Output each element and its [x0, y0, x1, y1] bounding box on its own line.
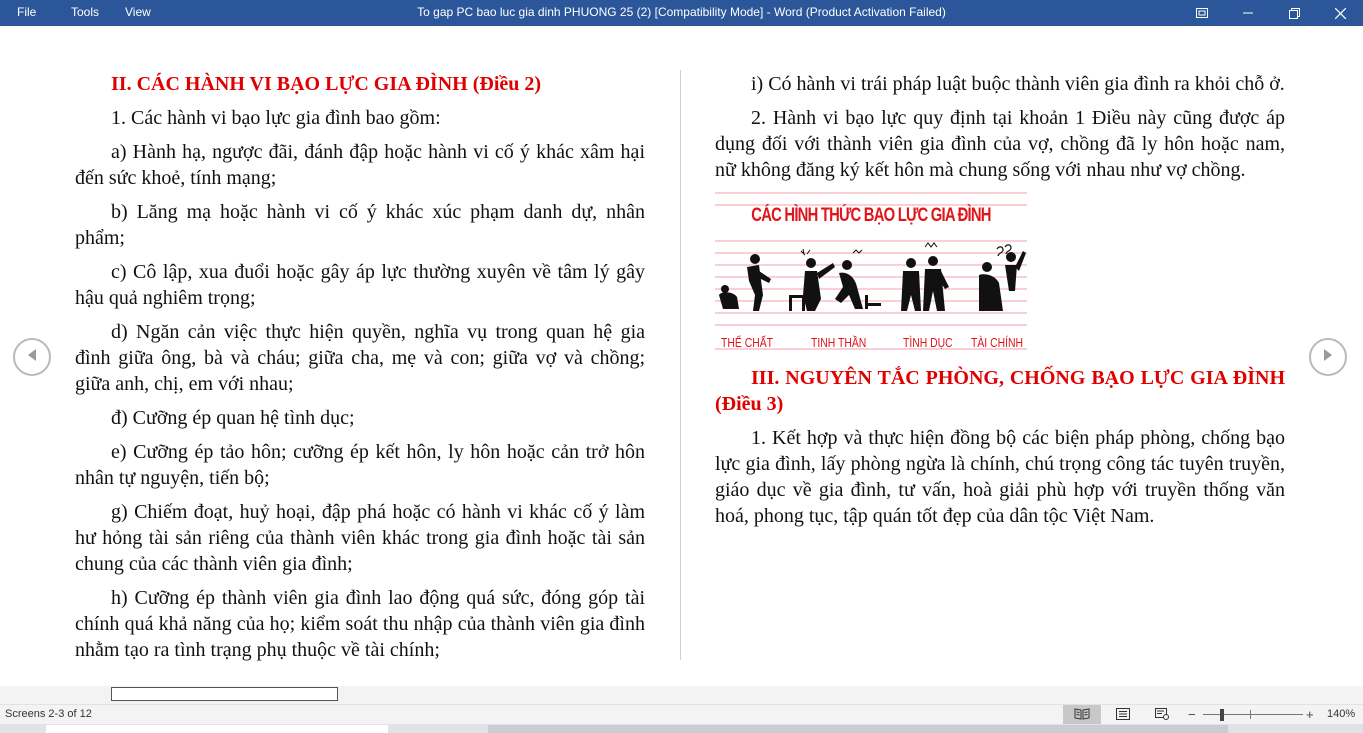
minimize-button[interactable] — [1225, 0, 1271, 26]
close-icon — [1335, 8, 1346, 19]
paragraph: 1. Kết hợp và thực hiện đồng bộ các biện pháp phòng, chống bạo lực gia đình, lấy phòng ngừa là chính, chú trọng công tác tuyên truyền, giáo dục về gia đình, tư vấn, hoà giải phù hợp với truyền thống văn hoá, phong tục, tập quán tốt đẹp của dân tộc Việt Nam. — [715, 427, 1285, 527]
paragraph: a) Hành hạ, ngược đãi, đánh đập hoặc hành vi cố ý khác xâm hại đến sức khoẻ, tính mạng; — [75, 141, 645, 189]
restore-icon — [1289, 8, 1300, 19]
read-mode-button[interactable] — [1179, 0, 1225, 26]
infographic-label-mental: TINH THẦN — [811, 335, 867, 350]
read-mode-icon — [1196, 8, 1208, 18]
chevron-left-icon — [26, 348, 38, 367]
taskbar-app-area[interactable] — [488, 725, 1228, 733]
restore-button[interactable] — [1271, 0, 1317, 26]
left-page — [75, 71, 645, 671]
window-title: To gap PC bao luc gia dinh PHUONG 25 (2) [Compatibility Mode] - Word (Product Activation Failed) — [417, 5, 946, 19]
zoom-slider-center-mark — [1250, 710, 1251, 719]
page-divider — [680, 70, 681, 660]
previous-screen-button[interactable] — [13, 338, 51, 376]
paragraph: c) Cô lập, xua đuổi hoặc gây áp lực thường xuyên về tâm lý gây hậu quả nghiêm trọng; — [75, 261, 645, 309]
horizontal-scrollbar[interactable] — [0, 686, 1363, 704]
taskbar — [0, 724, 1363, 733]
menu-tools[interactable]: Tools — [71, 5, 100, 19]
paragraph: b) Lăng mạ hoặc hành vi cố ý khác xúc phạm danh dự, nhân phẩm; — [75, 201, 645, 249]
right-page — [715, 71, 1285, 537]
scrollbar-thumb[interactable] — [111, 687, 338, 701]
paragraph: 2. Hành vi bạo lực quy định tại khoản 1 Điều này cũng được áp dụng đối với thành viên gia đình của vợ, chồng đã ly hôn hoặc nam, nữ không đăng ký kết hôn mà chung sống với nhau như vợ chồng. — [715, 107, 1285, 181]
next-screen-button[interactable] — [1309, 338, 1347, 376]
zoom-in-button[interactable]: + — [1306, 707, 1314, 722]
menu-view[interactable]: View — [125, 5, 151, 19]
title-bar — [0, 0, 1363, 26]
zoom-slider-thumb[interactable] — [1220, 709, 1224, 721]
paragraph: d) Ngăn cản việc thực hiện quyền, nghĩa vụ trong quan hệ gia đình giữa ông, bà và cháu; giữa cha, mẹ và con; giữa vợ và chồng; giữa anh, chị, em với nhau; — [75, 321, 645, 395]
infographic-title: CÁC HÌNH THỨC BẠO LỰC GIA ĐÌNH — [751, 205, 991, 226]
print-layout-icon — [1116, 708, 1130, 723]
paragraph: g) Chiếm đoạt, huỷ hoại, đập phá hoặc có hành vi khác cố ý làm hư hỏng tài sản riêng của thành viên khác trong gia đình hoặc tài sản chung của các thành viên gia đình; — [75, 501, 645, 575]
zoom-slider-track[interactable] — [1203, 714, 1303, 715]
taskbar-window-thumbnail[interactable] — [46, 725, 388, 733]
paragraph: đ) Cưỡng ép quan hệ tình dục; — [111, 407, 355, 429]
violence-types-infographic — [715, 191, 1027, 351]
status-bar — [0, 704, 1363, 724]
book-icon — [1074, 708, 1090, 723]
chevron-right-icon — [1322, 348, 1334, 367]
section-heading-ii: II. CÁC HÀNH VI BẠO LỰC GIA ĐÌNH (Điều 2) — [111, 73, 542, 95]
web-layout-icon — [1155, 708, 1169, 723]
infographic-label-sexual: TÌNH DỤC — [903, 335, 953, 350]
screen-count: Screens 2-3 of 12 — [5, 708, 92, 720]
paragraph: h) Cưỡng ép thành viên gia đình lao động quá sức, đóng góp tài chính quá khả năng của họ; kiểm soát thu nhập của thành viên gia đình nhằm tạo ra tình trạng phụ thuộc về tài chính; — [75, 587, 645, 661]
section-heading-iii: III. NGUYÊN TẮC PHÒNG, CHỐNG BẠO LỰC GIA ĐÌNH (Điều 3) — [715, 367, 1285, 415]
paragraph: i) Có hành vi trái pháp luật buộc thành viên gia đình ra khỏi chỗ ở. — [751, 73, 1285, 95]
document-area[interactable] — [0, 26, 1363, 686]
minimize-icon — [1243, 8, 1253, 18]
infographic-label-physical: THỂ CHẤT — [721, 335, 773, 350]
menu-file[interactable]: File — [17, 5, 37, 19]
zoom-out-button[interactable]: − — [1188, 707, 1196, 722]
close-button[interactable] — [1317, 0, 1363, 26]
read-mode-view-button[interactable] — [1063, 705, 1101, 725]
paragraph: 1. Các hành vi bạo lực gia đình bao gồm: — [111, 107, 441, 129]
zoom-level[interactable]: 140% — [1327, 708, 1356, 720]
paragraph: e) Cưỡng ép tảo hôn; cưỡng ép kết hôn, ly hôn hoặc cản trở hôn nhân tự nguyện, tiến bộ; — [75, 441, 645, 489]
print-layout-view-button[interactable] — [1104, 705, 1142, 725]
infographic-label-financial: TÀI CHÍNH — [971, 335, 1023, 350]
web-layout-view-button[interactable] — [1143, 705, 1181, 725]
